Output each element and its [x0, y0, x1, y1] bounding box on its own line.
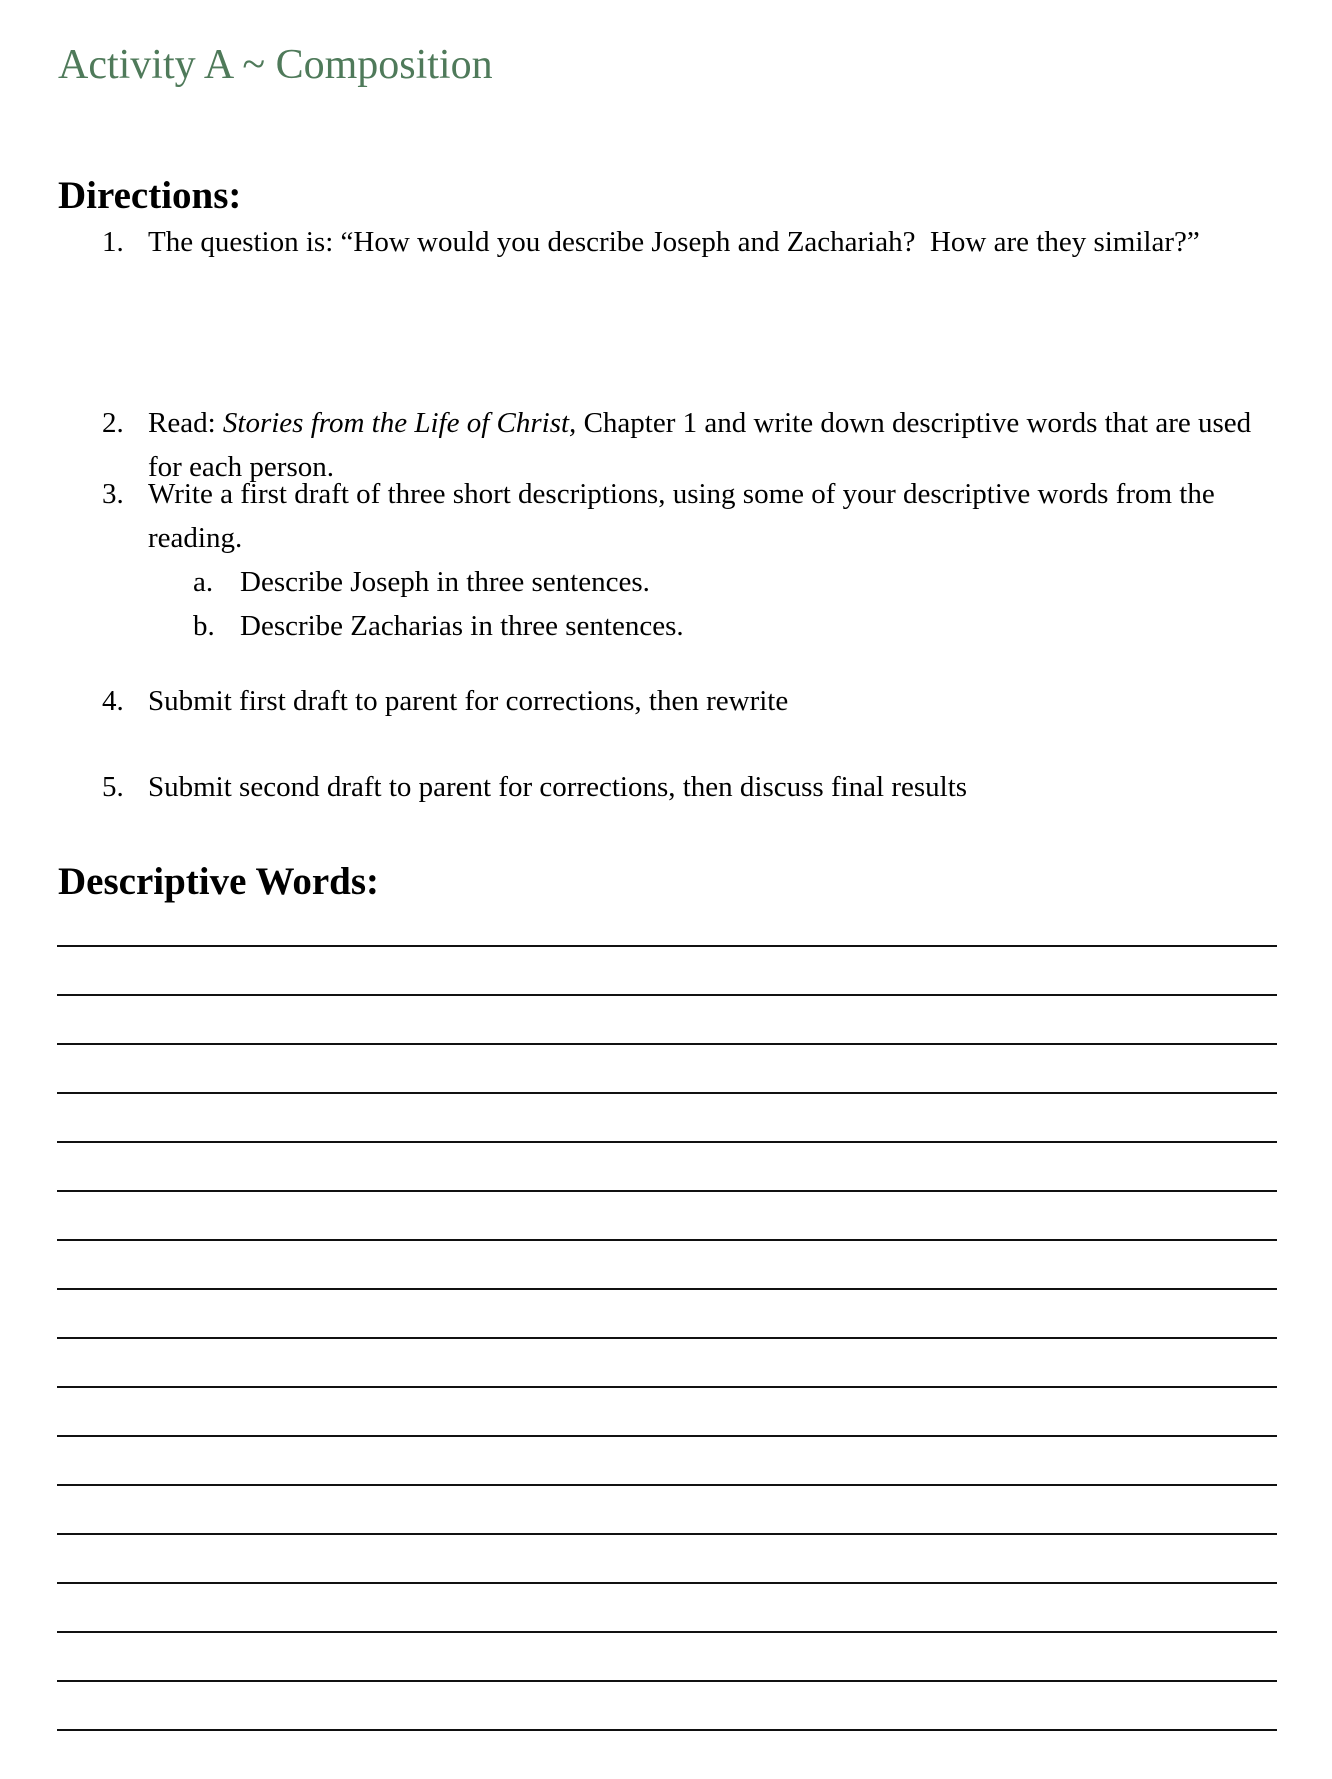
- writing-line[interactable]: [57, 1288, 1277, 1290]
- item-text: Write a first draft of three short descriptions, using some of your descriptive words from the reading.: [148, 478, 1215, 554]
- item-number: 2.: [102, 407, 124, 439]
- sub-item-a: [193, 560, 650, 604]
- item-text: Submit first draft to parent for corrections, then rewrite: [148, 685, 789, 717]
- sub-item-letter: a.: [193, 566, 214, 598]
- directions-heading: Directions:: [58, 174, 242, 217]
- writing-line[interactable]: [57, 1582, 1277, 1584]
- item-text: The question is: “How would you describe Joseph and Zachariah? How are they similar?”: [148, 226, 1200, 258]
- item-number: 5.: [102, 771, 124, 803]
- writing-line[interactable]: [57, 1043, 1277, 1045]
- writing-line[interactable]: [57, 1190, 1277, 1192]
- writing-line[interactable]: [57, 1631, 1277, 1633]
- item-number: 4.: [102, 685, 124, 717]
- writing-line[interactable]: [57, 1092, 1277, 1094]
- page-title: Activity A ~ Composition: [58, 42, 493, 88]
- direction-item-1: [102, 220, 1282, 264]
- writing-line[interactable]: [57, 1729, 1277, 1731]
- item-text-post: Chapter 1 and write down descriptive words that are used for each person.: [148, 407, 1252, 483]
- writing-line[interactable]: [57, 994, 1277, 996]
- book-title: Stories from the Life of Christ,: [222, 407, 577, 439]
- item-text: Submit second draft to parent for corrections, then discuss final results: [148, 771, 968, 803]
- writing-line[interactable]: [57, 1533, 1277, 1535]
- sub-item-text: Describe Zacharias in three sentences.: [240, 610, 684, 642]
- writing-line[interactable]: [57, 1239, 1277, 1241]
- writing-line[interactable]: [57, 1680, 1277, 1682]
- direction-item-3: [102, 472, 1282, 560]
- direction-item-5: [102, 765, 1282, 809]
- sub-item-text: Describe Joseph in three sentences.: [240, 566, 650, 598]
- writing-line[interactable]: [57, 1337, 1277, 1339]
- item-text-pre: Read:: [148, 407, 223, 439]
- sub-item-letter: b.: [193, 610, 215, 642]
- item-number: 3.: [102, 478, 124, 510]
- sub-item-b: [193, 604, 684, 648]
- writing-line[interactable]: [57, 1141, 1277, 1143]
- writing-line[interactable]: [57, 1484, 1277, 1486]
- writing-line[interactable]: [57, 945, 1277, 947]
- item-number: 1.: [102, 226, 124, 258]
- writing-line[interactable]: [57, 1435, 1277, 1437]
- direction-item-4: [102, 679, 1282, 723]
- descriptive-words-heading: Descriptive Words:: [58, 860, 379, 903]
- writing-line[interactable]: [57, 1386, 1277, 1388]
